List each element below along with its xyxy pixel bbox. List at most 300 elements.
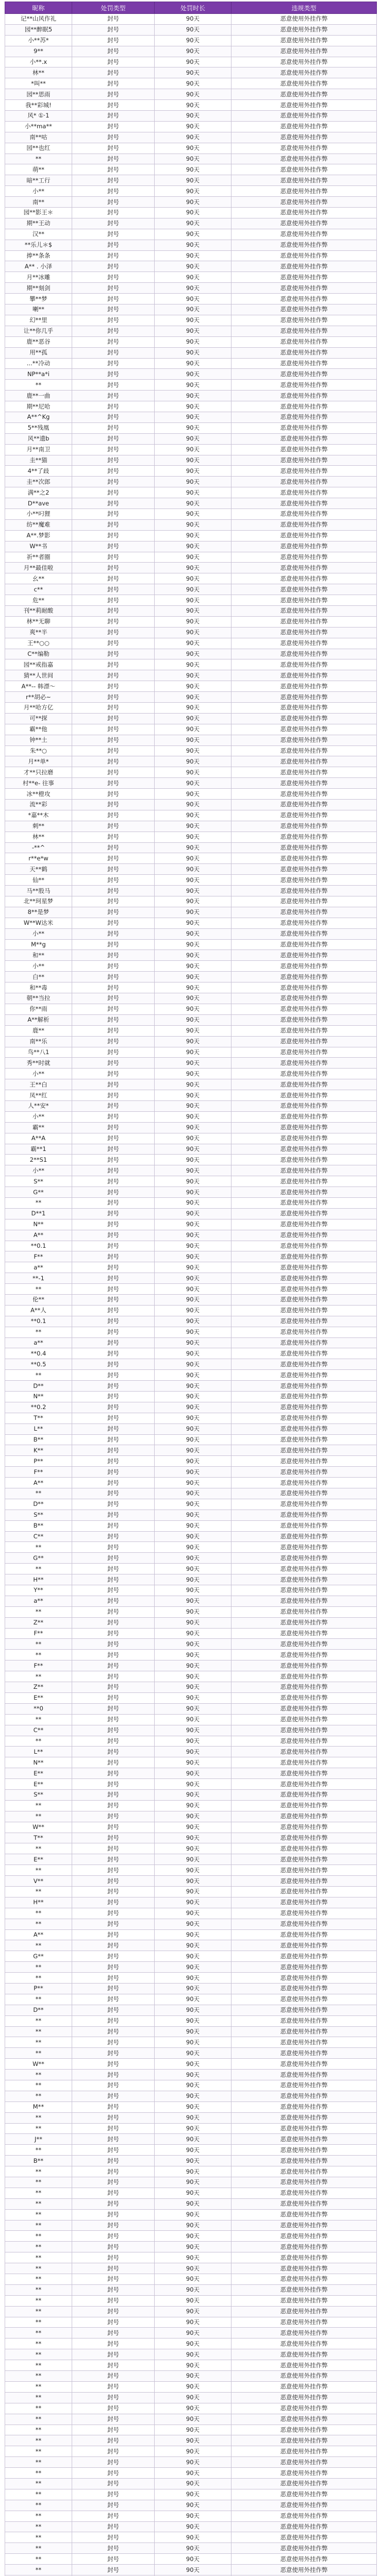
table-row [5,401,377,412]
nickname-cell: 小**苏* [5,35,72,46]
penalty-duration-cell: 90天 [155,2403,231,2414]
violation-type-cell: 恶意使用外挂作弊 [231,1144,377,1155]
penalty-duration-cell: 90天 [155,896,231,907]
nickname-cell: 圭**次郎 [5,477,72,487]
penalty-type-cell: 封号 [72,2435,155,2446]
penalty-duration-cell: 90天 [155,1703,231,1714]
violation-type-cell: 恶意使用外挂作弊 [231,886,377,896]
penalty-type-cell: 封号 [72,1316,155,1327]
table-row [5,2565,377,2575]
table-row [5,692,377,703]
nickname-cell: ** [5,2252,72,2263]
table-row [5,347,377,358]
violation-type-cell: 恶意使用外挂作弊 [231,1564,377,1574]
penalty-type-cell: 封号 [72,2080,155,2091]
nickname-cell: 天**鹤 [5,864,72,875]
penalty-duration-cell: 90天 [155,928,231,939]
penalty-duration-cell: 90天 [155,1241,231,1251]
table-row [5,918,377,928]
penalty-duration-cell: 90天 [155,853,231,864]
penalty-type-cell: 封号 [72,961,155,972]
table-row [5,1305,377,1316]
table-row [5,2231,377,2242]
table-row [5,1865,377,1876]
nickname-cell: *叫** [5,78,72,89]
violation-type-cell: 恶意使用外挂作弊 [231,1951,377,1962]
penalty-duration-cell: 90天 [155,616,231,627]
table-row [5,422,377,433]
penalty-type-cell: 封号 [72,659,155,670]
nickname-cell: J** [5,2134,72,2145]
penalty-type-cell: 封号 [72,1230,155,1241]
violation-type-cell: 恶意使用外挂作弊 [231,2543,377,2554]
penalty-type-cell: 封号 [72,1208,155,1219]
table-row [5,218,377,229]
table-row [5,380,377,391]
penalty-duration-cell: 90天 [155,1908,231,1919]
nickname-cell: 小** [5,1165,72,1176]
table-row [5,1520,377,1531]
penalty-duration-cell: 90天 [155,1348,231,1359]
table-row [5,1542,377,1553]
nickname-cell: 霸**1 [5,1144,72,1155]
table-row [5,789,377,800]
penalty-type-cell: 封号 [72,1370,155,1381]
nickname-cell: ** [5,2392,72,2403]
violation-type-cell: 恶意使用外挂作弊 [231,1520,377,1531]
nickname-cell: ** [5,2554,72,2565]
penalty-duration-cell: 90天 [155,100,231,111]
table-row [5,670,377,681]
penalty-duration-cell: 90天 [155,2026,231,2037]
table-row [5,2446,377,2457]
table-row [5,713,377,724]
penalty-duration-cell: 90天 [155,1079,231,1090]
penalty-type-cell: 封号 [72,2102,155,2112]
nickname-cell: E** [5,1692,72,1703]
penalty-type-cell: 封号 [72,1789,155,1800]
table-row [5,369,377,380]
penalty-type-cell: 封号 [72,477,155,487]
penalty-duration-cell: 90天 [155,369,231,380]
penalty-type-cell: 封号 [72,229,155,240]
penalty-type-cell: 封号 [72,1014,155,1025]
nickname-cell: 圭**猫 [5,455,72,466]
violation-type-cell: 恶意使用外挂作弊 [231,918,377,928]
violation-type-cell: 恶意使用外挂作弊 [231,391,377,401]
penalty-duration-cell: 90天 [155,46,231,57]
table-row [5,1682,377,1693]
violation-type-cell: 恶意使用外挂作弊 [231,1014,377,1025]
penalty-duration-cell: 90天 [155,2392,231,2403]
penalty-duration-cell: 90天 [155,1876,231,1887]
table-row [5,1822,377,1833]
violation-type-cell: 恶意使用外挂作弊 [231,2188,377,2198]
table-row [5,111,377,122]
violation-type-cell: 恶意使用外挂作弊 [231,2338,377,2349]
violation-type-cell: 恶意使用外挂作弊 [231,800,377,810]
penalty-duration-cell: 90天 [155,1919,231,1929]
violation-type-cell: 恶意使用外挂作弊 [231,2554,377,2565]
table-row [5,2511,377,2521]
penalty-duration-cell: 90天 [155,1155,231,1165]
penalty-duration-cell: 90天 [155,2070,231,2080]
nickname-cell: A**.梦影 [5,530,72,541]
penalty-duration-cell: 90天 [155,530,231,541]
penalty-duration-cell: 90天 [155,681,231,692]
penalty-type-cell: 封号 [72,1542,155,1553]
penalty-type-cell: 封号 [72,1423,155,1434]
violation-type-cell: 恶意使用外挂作弊 [231,982,377,993]
violation-type-cell: 恶意使用外挂作弊 [231,412,377,422]
nickname-cell: 鹿** [5,1025,72,1036]
table-row [5,1316,377,1327]
table-row [5,24,377,35]
penalty-duration-cell: 90天 [155,703,231,714]
table-row [5,2091,377,2102]
nickname-cell: B** [5,1520,72,1531]
penalty-duration-cell: 90天 [155,2263,231,2274]
table-row [5,1100,377,1111]
nickname-cell: ** [5,2242,72,2252]
nickname-cell: ** [5,2048,72,2059]
nickname-cell: 小** [5,961,72,972]
table-row [5,982,377,993]
table-row [5,1069,377,1079]
nickname-cell: H** [5,1574,72,1585]
table-row [5,1111,377,1122]
penalty-duration-cell: 90天 [155,1133,231,1144]
penalty-duration-cell: 90天 [155,477,231,487]
penalty-type-cell: 封号 [72,1133,155,1144]
penalty-duration-cell: 90天 [155,778,231,789]
table-row [5,2338,377,2349]
penalty-duration-cell: 90天 [155,1553,231,1564]
table-row [5,2037,377,2048]
penalty-duration-cell: 90天 [155,154,231,164]
nickname-cell: 期**王动 [5,218,72,229]
penalty-type-cell: 封号 [72,272,155,283]
penalty-duration-cell: 90天 [155,1230,231,1241]
table-row [5,1122,377,1133]
nickname-cell: P** [5,1983,72,1994]
table-row [5,2284,377,2295]
table-row [5,1725,377,1736]
violation-type-cell: 恶意使用外挂作弊 [231,1327,377,1337]
penalty-type-cell: 封号 [72,1919,155,1929]
table-row [5,121,377,132]
table-row [5,1951,377,1962]
penalty-duration-cell: 90天 [155,1639,231,1650]
nickname-cell: 小**ma** [5,121,72,132]
nickname-cell: ** [5,2446,72,2457]
penalty-type-cell: 封号 [72,810,155,821]
penalty-duration-cell: 90天 [155,2511,231,2521]
table-row [5,1381,377,1392]
penalty-type-cell: 封号 [72,2091,155,2102]
table-row [5,1886,377,1897]
violation-type-cell: 恶意使用外挂作弊 [231,2231,377,2242]
penalty-type-cell: 封号 [72,670,155,681]
nickname-cell: ** [5,2349,72,2360]
nickname-cell: ** [5,2565,72,2575]
table-row [5,1660,377,1671]
nickname-cell: 祈**者圈 [5,552,72,563]
violation-type-cell: 恶意使用外挂作弊 [231,1004,377,1014]
penalty-type-cell: 封号 [72,1973,155,1984]
penalty-duration-cell: 90天 [155,466,231,477]
penalty-type-cell: 封号 [72,1822,155,1833]
penalty-duration-cell: 90天 [155,35,231,46]
penalty-type-cell: 封号 [72,1036,155,1047]
penalty-type-cell: 封号 [72,336,155,347]
nickname-cell: 凤**红 [5,1090,72,1101]
violation-type-cell: 恶意使用外挂作弊 [231,961,377,972]
nickname-cell: D**ave [5,498,72,509]
nickname-cell: 你**雨 [5,1004,72,1014]
nickname-cell: c** [5,584,72,595]
penalty-duration-cell: 90天 [155,886,231,896]
nickname-cell: ...**冷动 [5,358,72,369]
penalty-type-cell: 封号 [72,1478,155,1488]
violation-type-cell: 恶意使用外挂作弊 [231,1392,377,1402]
table-row [5,1445,377,1456]
violation-type-cell: 恶意使用外挂作弊 [231,1811,377,1822]
penalty-duration-cell: 90天 [155,1650,231,1660]
penalty-type-cell: 封号 [72,1144,155,1155]
penalty-type-cell: 封号 [72,2338,155,2349]
violation-type-cell: 恶意使用外挂作弊 [231,1133,377,1144]
nickname-cell: A** [5,1929,72,1940]
penalty-type-cell: 封号 [72,1392,155,1402]
penalty-type-cell: 封号 [72,1499,155,1510]
nickname-cell: 5**残凰 [5,422,72,433]
violation-type-cell: 恶意使用外挂作弊 [231,2317,377,2328]
penalty-type-cell: 封号 [72,1779,155,1790]
table-row [5,1983,377,1994]
table-row [5,1757,377,1768]
table-row [5,1876,377,1887]
penalty-type-cell: 封号 [72,1079,155,1090]
penalty-type-cell: 封号 [72,1155,155,1165]
penalty-type-cell: 封号 [72,67,155,78]
violation-type-cell: 恶意使用外挂作弊 [231,1854,377,1865]
penalty-type-cell: 封号 [72,1337,155,1348]
violation-type-cell: 恶意使用外挂作弊 [231,455,377,466]
violation-type-cell: 恶意使用外挂作弊 [231,1273,377,1284]
violation-type-cell: 恶意使用外挂作弊 [231,35,377,46]
violation-type-cell: 恶意使用外挂作弊 [231,552,377,563]
penalty-type-cell: 封号 [72,369,155,380]
penalty-duration-cell: 90天 [155,1736,231,1747]
penalty-duration-cell: 90天 [155,294,231,304]
table-row [5,1908,377,1919]
violation-type-cell: 恶意使用外挂作弊 [231,1865,377,1876]
nickname-cell: B** [5,2156,72,2166]
nickname-cell: 月**南卫 [5,444,72,455]
violation-type-cell: 恶意使用外挂作弊 [231,703,377,714]
violation-type-cell: 恶意使用外挂作弊 [231,1402,377,1413]
penalty-type-cell: 封号 [72,2123,155,2134]
penalty-type-cell: 封号 [72,1897,155,1908]
table-row [5,57,377,67]
nickname-cell: 期**刻剑 [5,283,72,294]
penalty-type-cell: 封号 [72,175,155,186]
penalty-type-cell: 封号 [72,35,155,46]
table-row [5,724,377,735]
penalty-duration-cell: 90天 [155,2446,231,2457]
violation-type-cell: 恶意使用外挂作弊 [231,1445,377,1456]
table-row [5,46,377,57]
violation-type-cell: 恶意使用外挂作弊 [231,1843,377,1854]
penalty-duration-cell: 90天 [155,208,231,218]
penalty-duration-cell: 90天 [155,864,231,875]
violation-type-cell: 恶意使用外挂作弊 [231,2209,377,2220]
penalty-type-cell: 封号 [72,2489,155,2500]
table-row [5,1811,377,1822]
violation-type-cell: 恶意使用外挂作弊 [231,595,377,606]
nickname-cell: 园**醉眠5 [5,24,72,35]
table-row [5,1467,377,1478]
nickname-cell: ** [5,1865,72,1876]
table-row [5,1079,377,1090]
nickname-cell: 村**e- 往事 [5,778,72,789]
violation-type-cell: 恶意使用外挂作弊 [231,1833,377,1843]
penalty-type-cell: 封号 [72,800,155,810]
penalty-duration-cell: 90天 [155,821,231,832]
nickname-cell: ** [5,2188,72,2198]
violation-type-cell: 恶意使用外挂作弊 [231,401,377,412]
violation-type-cell: 恶意使用外挂作弊 [231,1585,377,1596]
nickname-cell: W** [5,2059,72,2070]
penalty-type-cell: 封号 [72,1434,155,1445]
penalty-duration-cell: 90天 [155,1886,231,1897]
violation-type-cell: 恶意使用外挂作弊 [231,649,377,659]
violation-type-cell: 恶意使用外挂作弊 [231,659,377,670]
table-row [5,2489,377,2500]
violation-type-cell: 恶意使用外挂作弊 [231,1736,377,1747]
penalty-duration-cell: 90天 [155,2554,231,2565]
penalty-duration-cell: 90天 [155,143,231,154]
violation-type-cell: 恶意使用外挂作弊 [231,14,377,25]
penalty-type-cell: 封号 [72,509,155,519]
penalty-type-cell: 封号 [72,1650,155,1660]
nickname-cell: M** [5,2102,72,2112]
nickname-cell: 用**孤 [5,347,72,358]
table-row [5,778,377,789]
violation-type-cell: 恶意使用外挂作弊 [231,2457,377,2468]
table-row [5,283,377,294]
nickname-cell: H** [5,1897,72,1908]
table-row [5,541,377,552]
penalty-type-cell: 封号 [72,649,155,659]
header-penalty-type: 处罚类型 [72,2,155,14]
table-row [5,649,377,659]
violation-type-cell: 恶意使用外挂作弊 [231,1241,377,1251]
penalty-duration-cell: 90天 [155,1854,231,1865]
table-row [5,315,377,326]
violation-type-cell: 恶意使用外挂作弊 [231,2371,377,2382]
penalty-duration-cell: 90天 [155,1478,231,1488]
table-row [5,498,377,509]
penalty-type-cell: 封号 [72,2145,155,2156]
nickname-cell: 朱**○ [5,745,72,756]
table-row [5,250,377,261]
table-row [5,2177,377,2188]
violation-type-cell: 恶意使用外挂作弊 [231,1294,377,1305]
nickname-cell: ** [5,2317,72,2328]
violation-type-cell: 恶意使用外挂作弊 [231,1897,377,1908]
penalty-type-cell: 封号 [72,1628,155,1639]
penalty-type-cell: 封号 [72,1187,155,1198]
violation-type-cell: 恶意使用外挂作弊 [231,315,377,326]
table-row [5,1197,377,1208]
nickname-cell: 月**单* [5,756,72,767]
violation-type-cell: 恶意使用外挂作弊 [231,1359,377,1370]
penalty-duration-cell: 90天 [155,1111,231,1122]
nickname-cell: ** [5,2381,72,2392]
table-row [5,853,377,864]
penalty-type-cell: 封号 [72,218,155,229]
penalty-duration-cell: 90天 [155,78,231,89]
nickname-cell: 猜**人世间 [5,670,72,681]
penalty-duration-cell: 90天 [155,745,231,756]
penalty-type-cell: 封号 [72,2565,155,2575]
penalty-type-cell: 封号 [72,1865,155,1876]
table-row [5,2295,377,2306]
nickname-cell: 幻**里 [5,315,72,326]
penalty-duration-cell: 90天 [155,2338,231,2349]
penalty-type-cell: 封号 [72,2554,155,2565]
violation-type-cell: 恶意使用外挂作弊 [231,240,377,250]
penalty-duration-cell: 90天 [155,498,231,509]
penalty-duration-cell: 90天 [155,1951,231,1962]
violation-type-cell: 恶意使用外挂作弊 [231,821,377,832]
table-row [5,1639,377,1650]
nickname-cell: r**胡必~ [5,692,72,703]
violation-type-cell: 恶意使用外挂作弊 [231,2166,377,2177]
table-row [5,2112,377,2123]
penalty-type-cell: 封号 [72,627,155,638]
nickname-cell: K** [5,1445,72,1456]
penalty-type-cell: 封号 [72,530,155,541]
nickname-cell: ** [5,2328,72,2338]
penalty-duration-cell: 90天 [155,121,231,132]
nickname-cell: ** [5,2435,72,2446]
violation-type-cell: 恶意使用外挂作弊 [231,2489,377,2500]
penalty-duration-cell: 90天 [155,1197,231,1208]
penalty-type-cell: 封号 [72,422,155,433]
penalty-duration-cell: 90天 [155,2220,231,2231]
violation-type-cell: 恶意使用外挂作弊 [231,1100,377,1111]
penalty-duration-cell: 90天 [155,2295,231,2306]
penalty-duration-cell: 90天 [155,993,231,1004]
violation-type-cell: 恶意使用外挂作弊 [231,972,377,982]
penalty-duration-cell: 90天 [155,509,231,519]
penalty-duration-cell: 90天 [155,89,231,100]
penalty-duration-cell: 90天 [155,2231,231,2242]
violation-type-cell: 恶意使用外挂作弊 [231,2521,377,2532]
penalty-type-cell: 封号 [72,2026,155,2037]
penalty-type-cell: 封号 [72,2112,155,2123]
penalty-type-cell: 封号 [72,2360,155,2371]
nickname-cell: 8**是梦 [5,907,72,918]
nickname-cell: D**1 [5,1208,72,1219]
violation-type-cell: 恶意使用外挂作弊 [231,369,377,380]
penalty-duration-cell: 90天 [155,1402,231,1413]
penalty-type-cell: 封号 [72,2521,155,2532]
nickname-cell: 和**毒 [5,982,72,993]
